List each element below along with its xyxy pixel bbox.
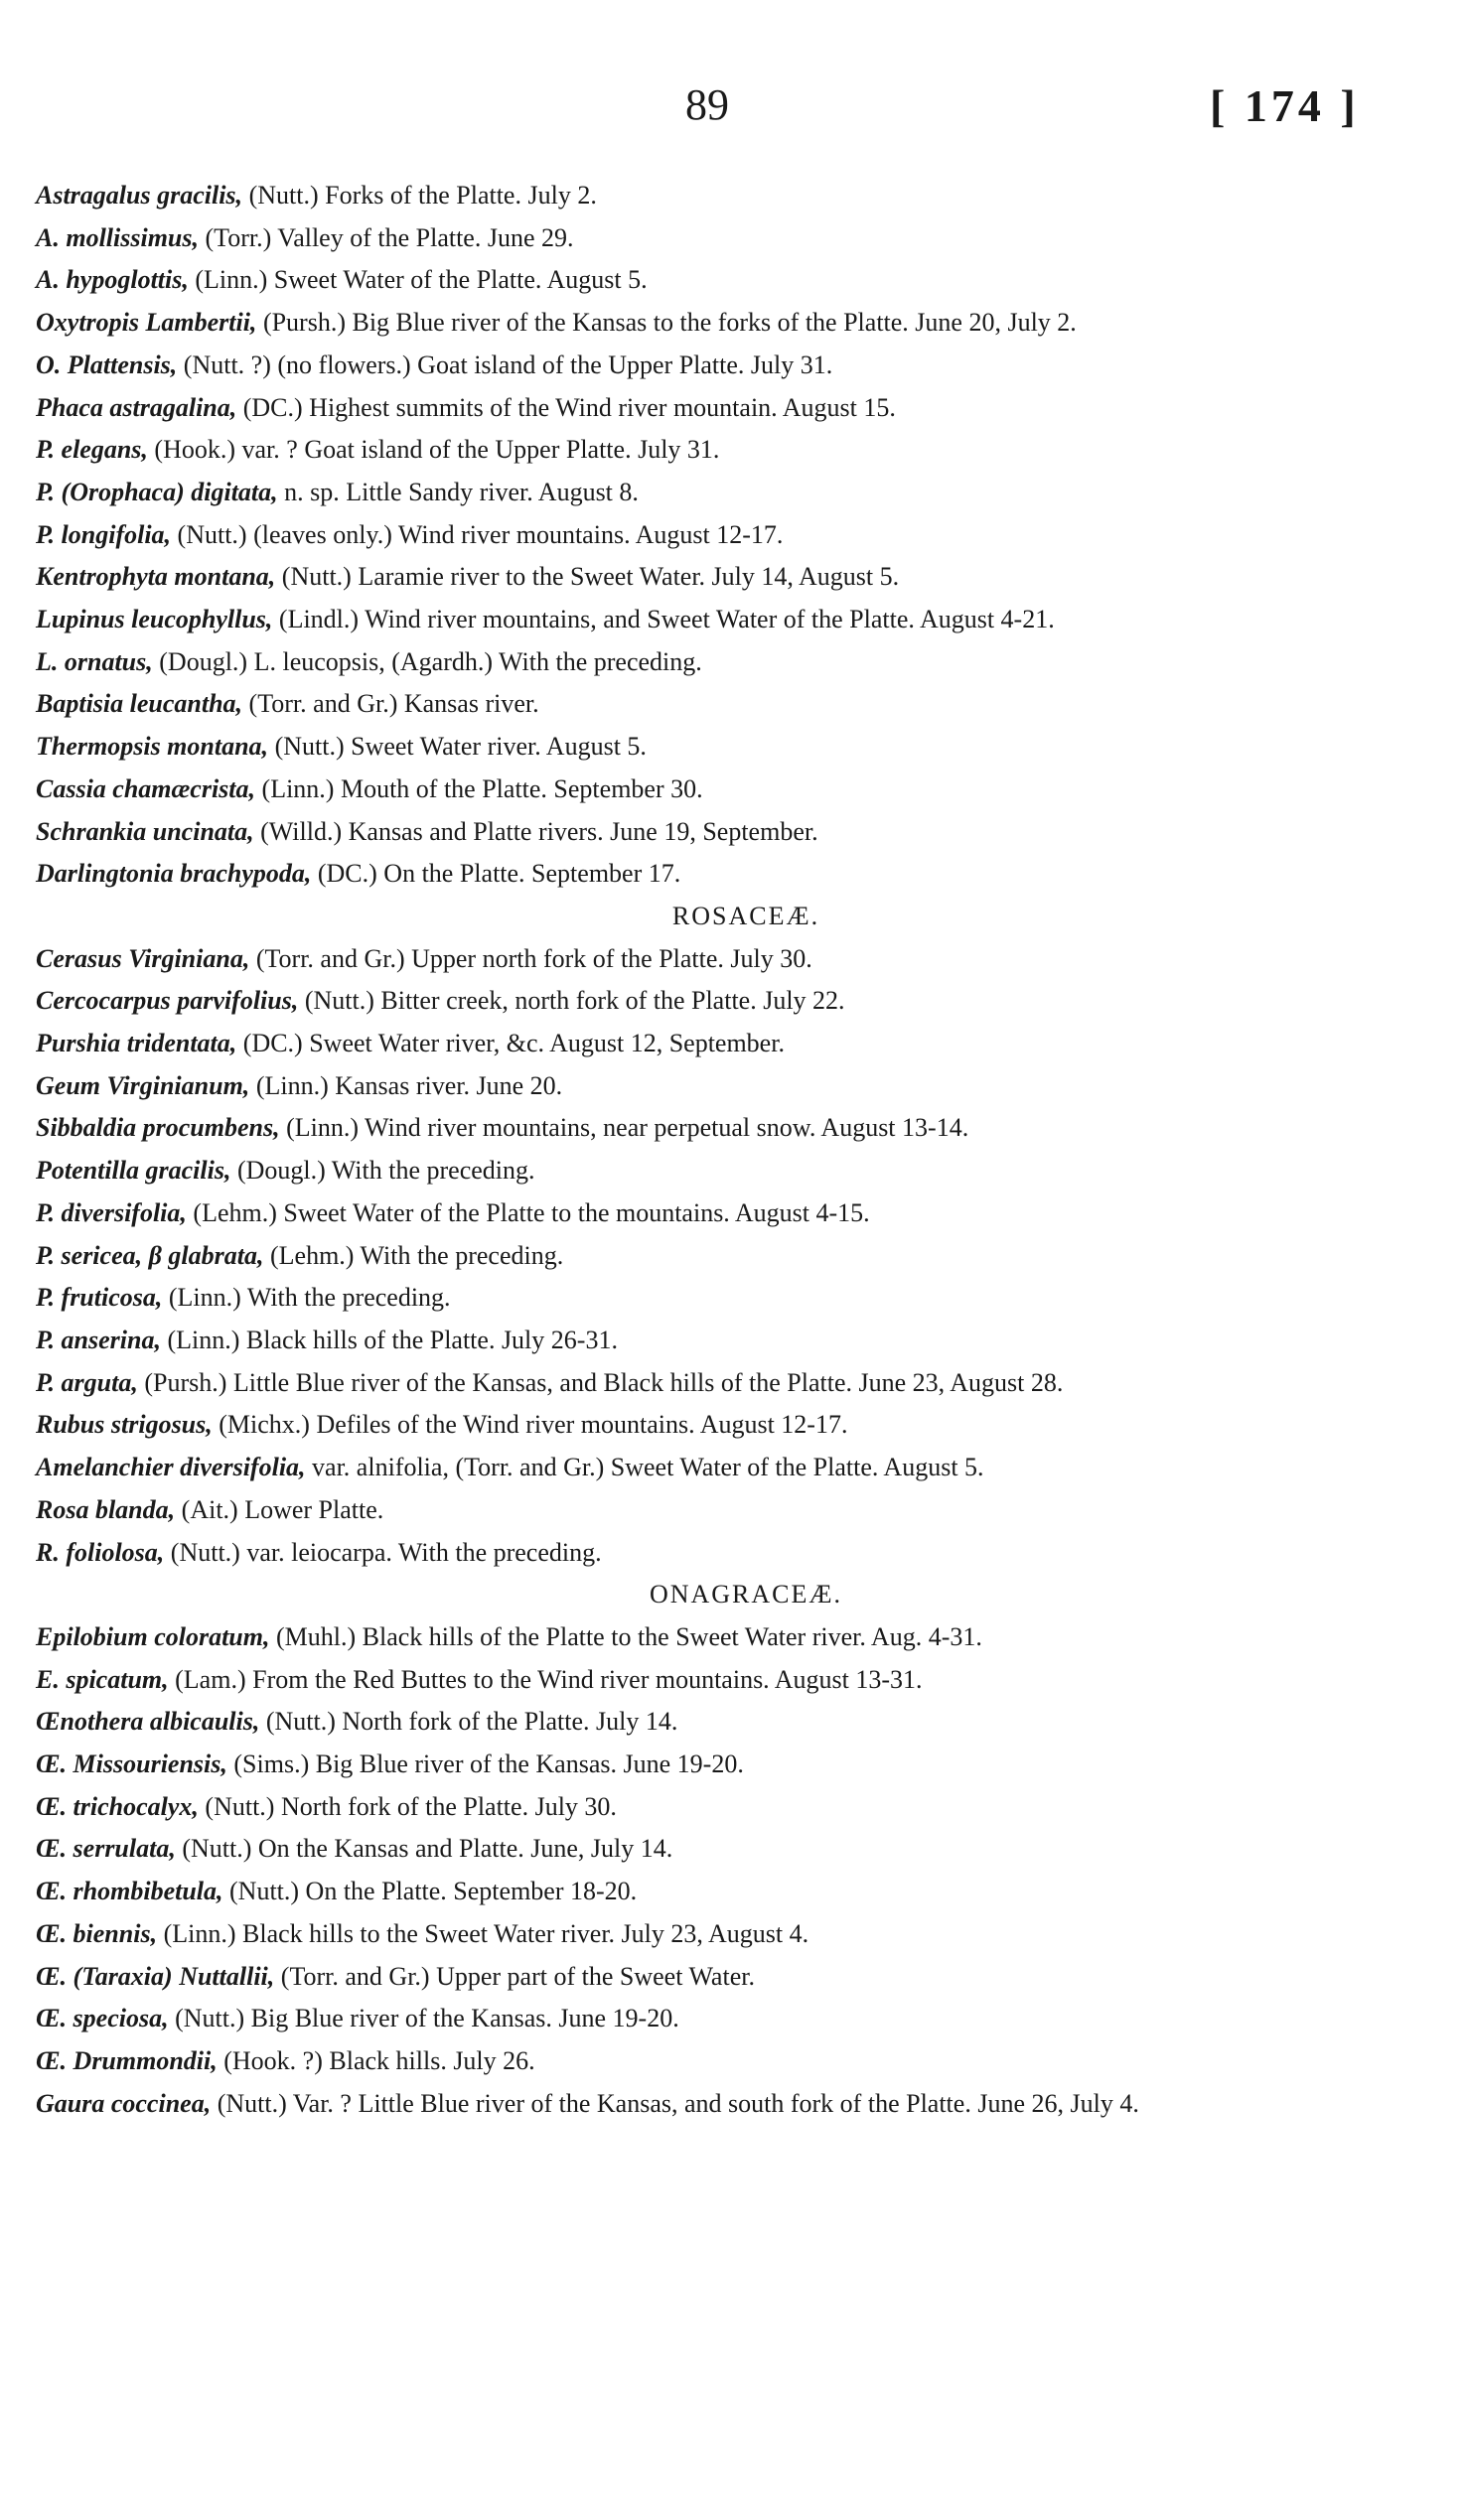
species-name: E. spicatum, [36, 1664, 169, 1694]
species-entry [36, 1320, 1426, 1362]
species-name: L. ornatus, [36, 646, 153, 676]
species-details: (Lindl.) Wind river mountains, and Sweet Water of the Platte. August 4-21. [272, 605, 1055, 634]
species-name: Amelanchier diversifolia, [36, 1453, 306, 1482]
species-name: P. elegans, [36, 435, 148, 465]
species-details: (Nutt. ?) (no flowers.) Goat island of the Upper Platte. July 31. [177, 350, 833, 379]
species-entry [36, 387, 1426, 430]
species-details: n. sp. Little Sandy river. August 8. [277, 477, 639, 506]
species-name: Œ. Missouriensis, [36, 1750, 227, 1779]
species-name: Epilobium coloratum, [36, 1621, 270, 1651]
species-entry [36, 811, 1426, 854]
species-entry [36, 853, 1426, 896]
species-details: (Nutt.) Var. ? Little Blue river of the Kansas, and south fork of the Platte. June 26, July 4. [211, 2088, 1139, 2118]
species-name: Geum Virginianum, [36, 1070, 250, 1100]
species-details: (Torr. and Gr.) Upper part of the Sweet Water. [274, 1961, 755, 1991]
species-name: Baptisia leucantha, [36, 689, 243, 719]
species-name: Purshia tridentata, [36, 1029, 237, 1058]
species-name: Astragalus gracilis, [36, 181, 243, 210]
species-details: (Torr. and Gr.) Kansas river. [242, 689, 539, 719]
species-name: Œ. trichocalyx, [36, 1791, 199, 1821]
species-details: (Linn.) With the preceding. [162, 1283, 451, 1313]
species-name: A. hypoglottis, [36, 265, 189, 295]
species-name: Rosa blanda, [36, 1494, 176, 1524]
species-name: A. mollissimus, [36, 222, 199, 252]
species-details: (Ait.) Lower Platte. [175, 1494, 384, 1524]
species-details: (DC.) Highest summits of the Wind river mountain. August 15. [236, 392, 896, 422]
species-details: (Linn.) Mouth of the Platte. September 30. [255, 773, 703, 803]
species-entry [36, 726, 1426, 769]
species-details: (Nutt.) Sweet Water river. August 5. [268, 732, 647, 762]
species-name: Œ. biennis, [36, 1918, 158, 1948]
species-entry [36, 556, 1426, 599]
species-entry [36, 1235, 1426, 1278]
species-name: P. (Orophaca) digitata, [36, 477, 278, 506]
species-details: (Nutt.) Big Blue river of the Kansas. June 19-20. [168, 2004, 679, 2033]
species-name: Phaca astragalina, [36, 392, 237, 422]
species-entry [36, 429, 1426, 472]
species-details: (Torr.) Valley of the Platte. June 29. [199, 222, 574, 252]
species-details: (Nutt.) On the Platte. September 18-20. [222, 1877, 638, 1906]
species-entry [36, 1362, 1426, 1405]
species-name: Rubus strigosus, [36, 1410, 213, 1440]
page-header [0, 70, 1468, 149]
species-name: P. arguta, [36, 1367, 138, 1397]
species-details: (Sims.) Big Blue river of the Kansas. June 19-20. [226, 1750, 744, 1779]
species-entry [36, 1447, 1426, 1489]
species-details: (Linn.) Black hills to the Sweet Water river. July 23, August 4. [157, 1918, 809, 1948]
species-entry [36, 2040, 1426, 2083]
species-details: (Lam.) From the Red Buttes to the Wind river mountains. August 13-31. [168, 1664, 923, 1694]
species-details: (Michx.) Defiles of the Wind river mountains. August 12-17. [212, 1410, 848, 1440]
species-name: Oxytropis Lambertii, [36, 308, 257, 338]
species-details: (Linn.) Wind river mountains, near perpetual snow. August 13-14. [279, 1113, 969, 1143]
species-entry [36, 1871, 1426, 1913]
species-name: Cassia chamæcrista, [36, 773, 256, 803]
species-name: Sibbaldia procumbens, [36, 1113, 280, 1143]
species-name: O. Plattensis, [36, 350, 178, 379]
species-details: (Lehm.) Sweet Water of the Platte to the mountains. August 4-15. [186, 1197, 870, 1227]
page-number: 89 [685, 80, 729, 129]
species-name: Œ. Drummondii, [36, 2045, 218, 2075]
family-heading: ONAGRACEÆ. [649, 1580, 843, 1610]
species-details: (Nutt.) On the Kansas and Platte. June, July 14. [175, 1834, 673, 1864]
species-name: Thermopsis montana, [36, 732, 269, 762]
species-entry [36, 345, 1426, 387]
species-entry [36, 1150, 1426, 1192]
species-entry [36, 472, 1426, 514]
species-details: (Pursh.) Big Blue river of the Kansas to the forks of the Platte. June 20, July 2. [256, 308, 1077, 338]
species-entry [36, 1192, 1426, 1235]
species-entry [36, 259, 1426, 302]
species-entry [36, 769, 1426, 811]
species-details: (Nutt.) North fork of the Platte. July 14. [259, 1707, 678, 1737]
species-details: (Dougl.) With the preceding. [230, 1156, 535, 1186]
species-details: (Willd.) Kansas and Platte rivers. June 19, September. [253, 816, 818, 846]
species-details: (DC.) Sweet Water river, &c. August 12, September. [236, 1029, 785, 1058]
species-entry [36, 641, 1426, 684]
species-name: Œ. (Taraxia) Nuttallii, [36, 1961, 275, 1991]
species-name: Œ. rhombibetula, [36, 1877, 223, 1906]
species-entry [36, 1956, 1426, 1999]
species-entry [36, 1065, 1426, 1108]
species-name: P. anserina, [36, 1325, 161, 1354]
species-details: var. alnifolia, (Torr. and Gr.) Sweet Water of the Platte. August 5. [305, 1453, 984, 1482]
species-details: (Lehm.) With the preceding. [263, 1240, 564, 1270]
species-name: Œnothera albicaulis, [36, 1707, 260, 1737]
species-entry [36, 1616, 1426, 1659]
species-entry [36, 683, 1426, 726]
species-entry [36, 938, 1426, 981]
species-entry [36, 1659, 1426, 1702]
species-entry [36, 1913, 1426, 1956]
species-entry [36, 1744, 1426, 1786]
species-details: (Linn.) Kansas river. June 20. [249, 1070, 563, 1100]
species-entry [36, 1107, 1426, 1150]
species-details: (Nutt.) Forks of the Platte. July 2. [242, 181, 597, 210]
species-name: Gaura coccinea, [36, 2088, 212, 2118]
species-name: P. sericea, β glabrata, [36, 1240, 264, 1270]
family-heading: ROSACEÆ. [671, 901, 820, 930]
species-entry [36, 1532, 1426, 1575]
species-details: (Nutt.) Laramie river to the Sweet Water. July 14, August 5. [275, 562, 900, 592]
species-entry [36, 1277, 1426, 1320]
species-name: Kentrophyta montana, [36, 562, 276, 592]
species-entry [36, 599, 1426, 641]
species-details: (Linn.) Black hills of the Platte. July 26-31. [160, 1325, 618, 1354]
species-name: Cerasus Virginiana, [36, 943, 250, 973]
species-entry [36, 175, 1426, 217]
species-details: (Nutt.) var. leiocarpa. With the preceding. [164, 1537, 602, 1567]
species-name: P. diversifolia, [36, 1197, 187, 1227]
species-entry [36, 1023, 1426, 1065]
species-details: (Nutt.) North fork of the Platte. July 30. [198, 1791, 617, 1821]
species-details: (Hook. ?) Black hills. July 26. [217, 2045, 535, 2075]
species-details: (Dougl.) L. leucopsis, (Agardh.) With the preceding. [152, 646, 702, 676]
species-entry [36, 1786, 1426, 1829]
species-name: P. longifolia, [36, 519, 172, 549]
species-details: (Nutt.) Bitter creek, north fork of the Platte. July 22. [298, 986, 845, 1016]
species-details: (DC.) On the Platte. September 17. [311, 859, 681, 889]
species-details: (Muhl.) Black hills of the Platte to the Sweet Water river. Aug. 4-31. [269, 1621, 982, 1651]
species-entry [36, 514, 1426, 557]
species-name: P. fruticosa, [36, 1283, 163, 1313]
species-list [36, 175, 1426, 2125]
species-entry [36, 980, 1426, 1023]
species-name: Cercocarpus parvifolius, [36, 986, 299, 1016]
species-entry [36, 1404, 1426, 1447]
species-details: (Nutt.) (leaves only.) Wind river mountains. August 12-17. [171, 519, 784, 549]
species-entry [36, 302, 1426, 345]
species-name: R. foliolosa, [36, 1537, 165, 1567]
species-entry [36, 1828, 1426, 1871]
species-entry [36, 1489, 1426, 1532]
species-name: Lupinus leucophyllus, [36, 605, 273, 634]
species-entry [36, 1701, 1426, 1744]
species-details: (Torr. and Gr.) Upper north fork of the Platte. July 30. [249, 943, 812, 973]
species-name: Œ. serrulata, [36, 1834, 176, 1864]
species-details: (Linn.) Sweet Water of the Platte. August 5. [188, 265, 648, 295]
bracket-page-number: [ 174 ] [1210, 80, 1360, 131]
species-name: Potentilla gracilis, [36, 1156, 231, 1186]
species-details: (Pursh.) Little Blue river of the Kansas, and Black hills of the Platte. June 23, August 28. [137, 1367, 1064, 1397]
species-name: Schrankia uncinata, [36, 816, 254, 846]
species-name: Darlingtonia brachypoda, [36, 859, 312, 889]
species-entry [36, 1998, 1426, 2040]
species-details: (Hook.) var. ? Goat island of the Upper Platte. July 31. [147, 435, 720, 465]
species-name: Œ. speciosa, [36, 2004, 169, 2033]
species-entry [36, 2083, 1426, 2126]
species-entry [36, 217, 1426, 260]
